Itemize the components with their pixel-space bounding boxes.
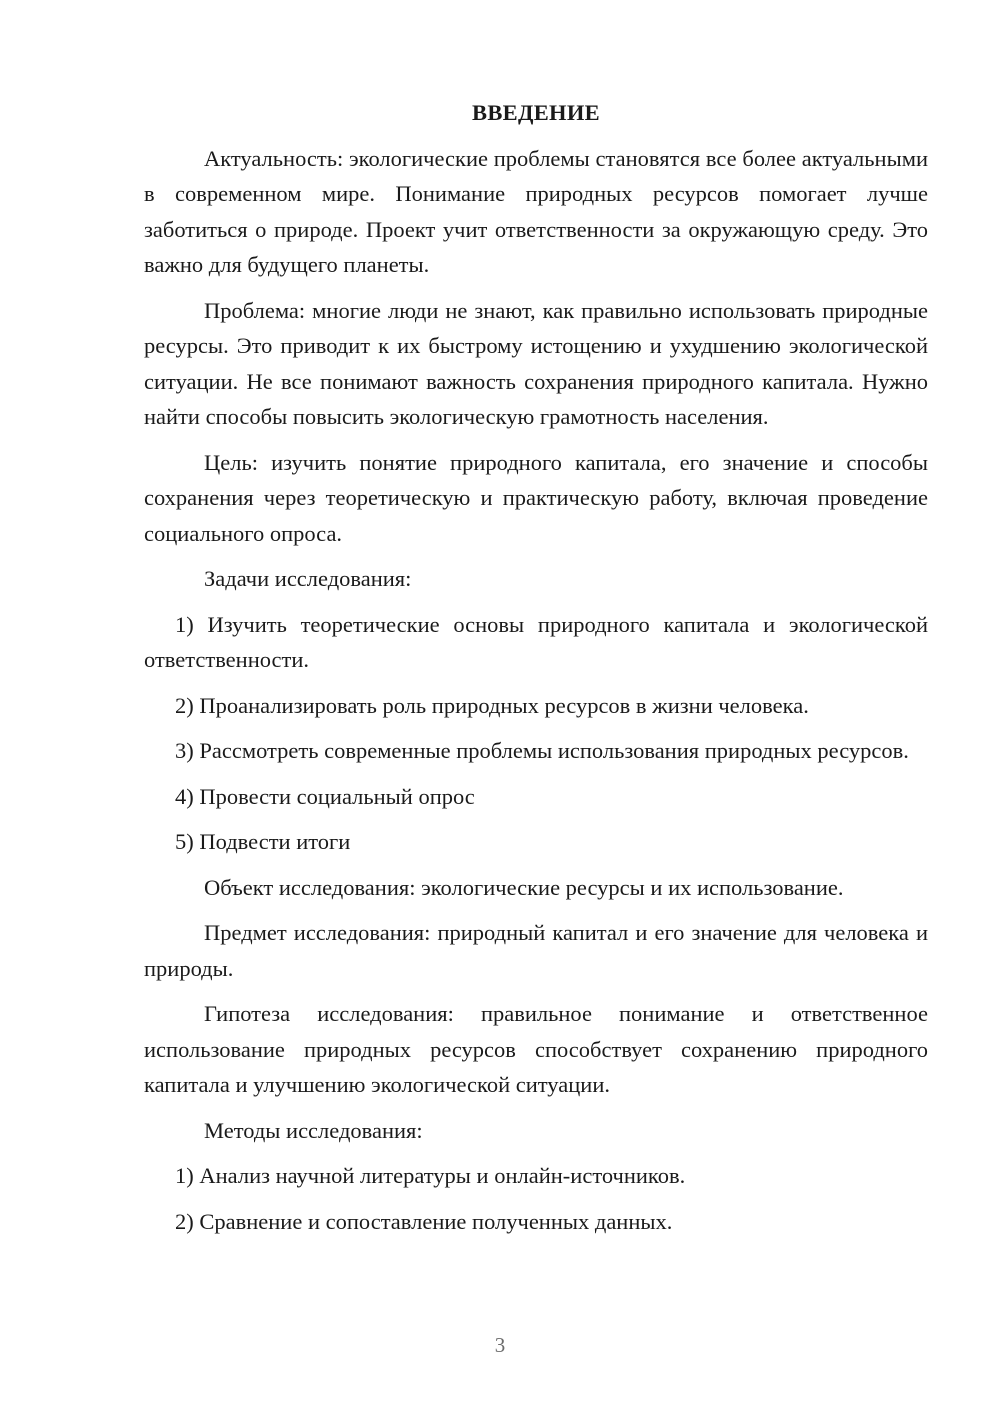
methods-heading: Методы исследования: (204, 1117, 423, 1143)
hypothesis-paragraph: Гипотеза исследования: правильное понимание и ответственное использование природных ресурсов способствует сохранению природного капитала и улучшению экологической ситуации. (144, 1001, 928, 1097)
method-item: 1) Анализ научной литературы и онлайн-источников. (175, 1163, 686, 1188)
subject-paragraph: Предмет исследования: природный капитал и его значение для человека и природы. (144, 920, 928, 981)
page-title: ВВЕДЕНИЕ (472, 100, 600, 125)
page-number: 3 (494, 1333, 506, 1357)
goal-paragraph: Цель: изучить понятие природного капитала, его значение и способы сохранения через теоретическую и практическую работу, включая проведение социального опроса. (144, 449, 928, 546)
document-page (144, 95, 928, 1239)
task-item: 4) Провести социальный опрос (175, 783, 475, 809)
task-item: 5) Подвести итоги (175, 829, 351, 854)
tasks-heading: Задачи исследования: (204, 566, 412, 591)
task-item: 1) Изучить теоретические основы природного капитала и экологической ответственности. (144, 611, 928, 672)
object-paragraph: Объект исследования: экологические ресурсы и их использование. (204, 874, 844, 900)
task-item: 2) Проанализировать роль природных ресурсов в жизни человека. (175, 692, 809, 718)
relevance-paragraph: Актуальность: экологические проблемы становятся все более актуальными в современном мире. Понимание природных ресурсов помогает лучше заботиться о природе. Проект учит ответственности за окружающую среду. Это важно для будущего планеты. (144, 145, 928, 277)
problem-paragraph: Проблема: многие люди не знают, как правильно использовать природные ресурсы. Это приводит к их быстрому истощению и ухудшению экологической ситуации. Не все понимают важность сохранения природного капитала. Нужно найти способы повысить экологическую грамотность населения. (144, 297, 928, 429)
method-item: 2) Сравнение и сопоставление полученных данных. (175, 1208, 673, 1234)
task-item: 3) Рассмотреть современные проблемы использования природных ресурсов. (175, 738, 909, 763)
